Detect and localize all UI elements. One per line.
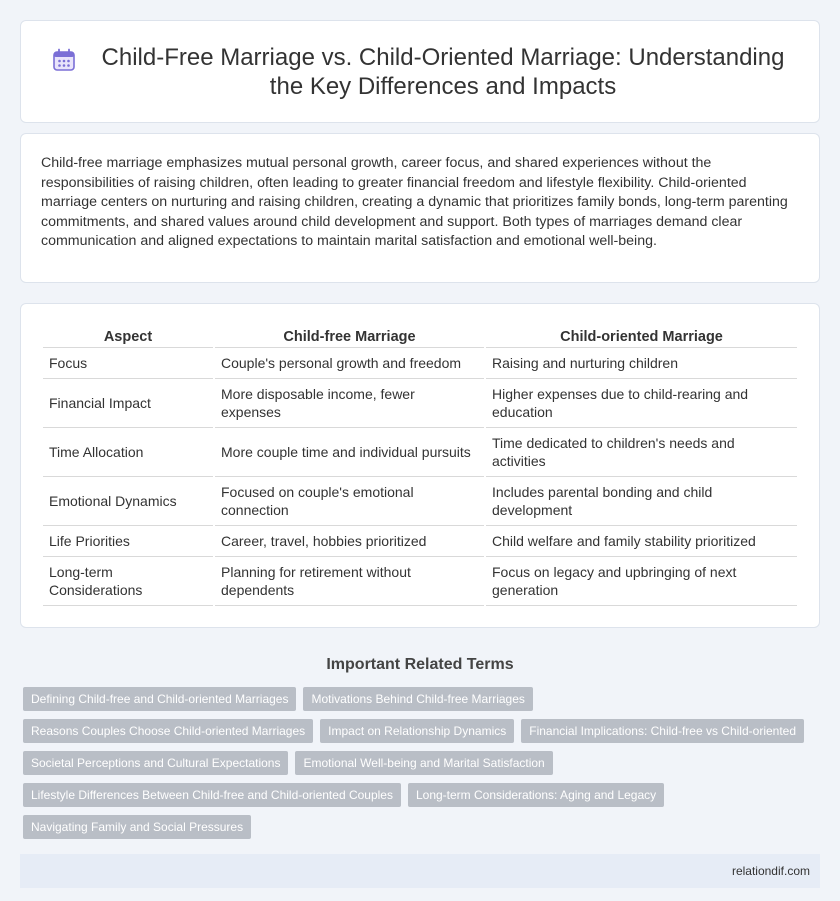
related-term-tag[interactable]: Defining Child-free and Child-oriented Marriages <box>23 687 296 711</box>
cell-aspect: Financial Impact <box>43 379 213 428</box>
calendar-icon <box>51 47 77 73</box>
related-term-tag[interactable]: Financial Implications: Child-free vs Child-oriented <box>521 719 804 743</box>
cell-child-oriented: Time dedicated to children's needs and activities <box>486 428 797 477</box>
cell-child-oriented: Focus on legacy and upbringing of next generation <box>486 557 797 606</box>
related-term-tag[interactable]: Emotional Well-being and Marital Satisfaction <box>295 751 552 775</box>
footer <box>20 854 820 888</box>
table-header-row <box>43 327 797 348</box>
intro-paragraph: Child-free marriage emphasizes mutual personal growth, career focus, and shared experiences without the responsibilities of raising children, often leading to greater financial freedom and lifestyle flexibility. Child-oriented marriage centers on nurturing and raising children, creating a dynamic that prioritizes family bonds, long-term parenting commitments, and shared values around child development and support. Both types of marriages demand clear communication and aligned expectations to maintain marital satisfaction and emotional well-being. <box>41 155 788 250</box>
cell-child-oriented: Child welfare and family stability prioritized <box>486 526 797 557</box>
cell-child-free: Couple's personal growth and freedom <box>215 348 484 379</box>
related-terms-list <box>20 687 820 847</box>
cell-child-oriented: Higher expenses due to child-rearing and education <box>486 379 797 428</box>
cell-child-free: More couple time and individual pursuits <box>215 428 484 477</box>
cell-aspect: Time Allocation <box>43 428 213 477</box>
header-inner <box>51 43 789 101</box>
comparison-table <box>41 327 799 606</box>
page-title: Child-Free Marriage vs. Child-Oriented Marriage: Understanding the Key Differences and Impacts <box>101 43 785 100</box>
related-term-tag[interactable]: Impact on Relationship Dynamics <box>320 719 514 743</box>
cell-child-free: Career, travel, hobbies prioritized <box>215 526 484 557</box>
related-term-tag[interactable]: Societal Perceptions and Cultural Expectations <box>23 751 288 775</box>
related-term-tag[interactable]: Motivations Behind Child-free Marriages <box>303 687 532 711</box>
cell-aspect: Life Priorities <box>43 526 213 557</box>
footer-site-link[interactable]: relationdif.com <box>731 864 810 878</box>
cell-aspect: Long-term Considerations <box>43 557 213 606</box>
header-child-oriented: Child-oriented Marriage <box>486 327 797 348</box>
related-terms-title: Important Related Terms <box>326 656 514 673</box>
cell-child-free: More disposable income, fewer expenses <box>215 379 484 428</box>
intro-card <box>20 133 820 283</box>
cell-child-oriented: Includes parental bonding and child development <box>486 477 797 526</box>
table-row <box>43 428 797 477</box>
header-card <box>20 20 820 123</box>
table-row <box>43 348 797 379</box>
page <box>0 20 840 888</box>
comparison-card <box>20 303 820 628</box>
related-term-tag[interactable]: Reasons Couples Choose Child-oriented Marriages <box>23 719 313 743</box>
cell-child-free: Planning for retirement without dependents <box>215 557 484 606</box>
header-aspect: Aspect <box>43 327 213 348</box>
cell-aspect: Focus <box>43 348 213 379</box>
table-row <box>43 526 797 557</box>
related-term-tag[interactable]: Navigating Family and Social Pressures <box>23 815 251 839</box>
cell-child-free: Focused on couple's emotional connection <box>215 477 484 526</box>
header-child-free: Child-free Marriage <box>215 327 484 348</box>
table-row <box>43 557 797 606</box>
related-term-tag[interactable]: Lifestyle Differences Between Child-free and Child-oriented Couples <box>23 783 401 807</box>
table-row <box>43 477 797 526</box>
table-row <box>43 379 797 428</box>
cell-child-oriented: Raising and nurturing children <box>486 348 797 379</box>
cell-aspect: Emotional Dynamics <box>43 477 213 526</box>
related-term-tag[interactable]: Long-term Considerations: Aging and Legacy <box>408 783 664 807</box>
